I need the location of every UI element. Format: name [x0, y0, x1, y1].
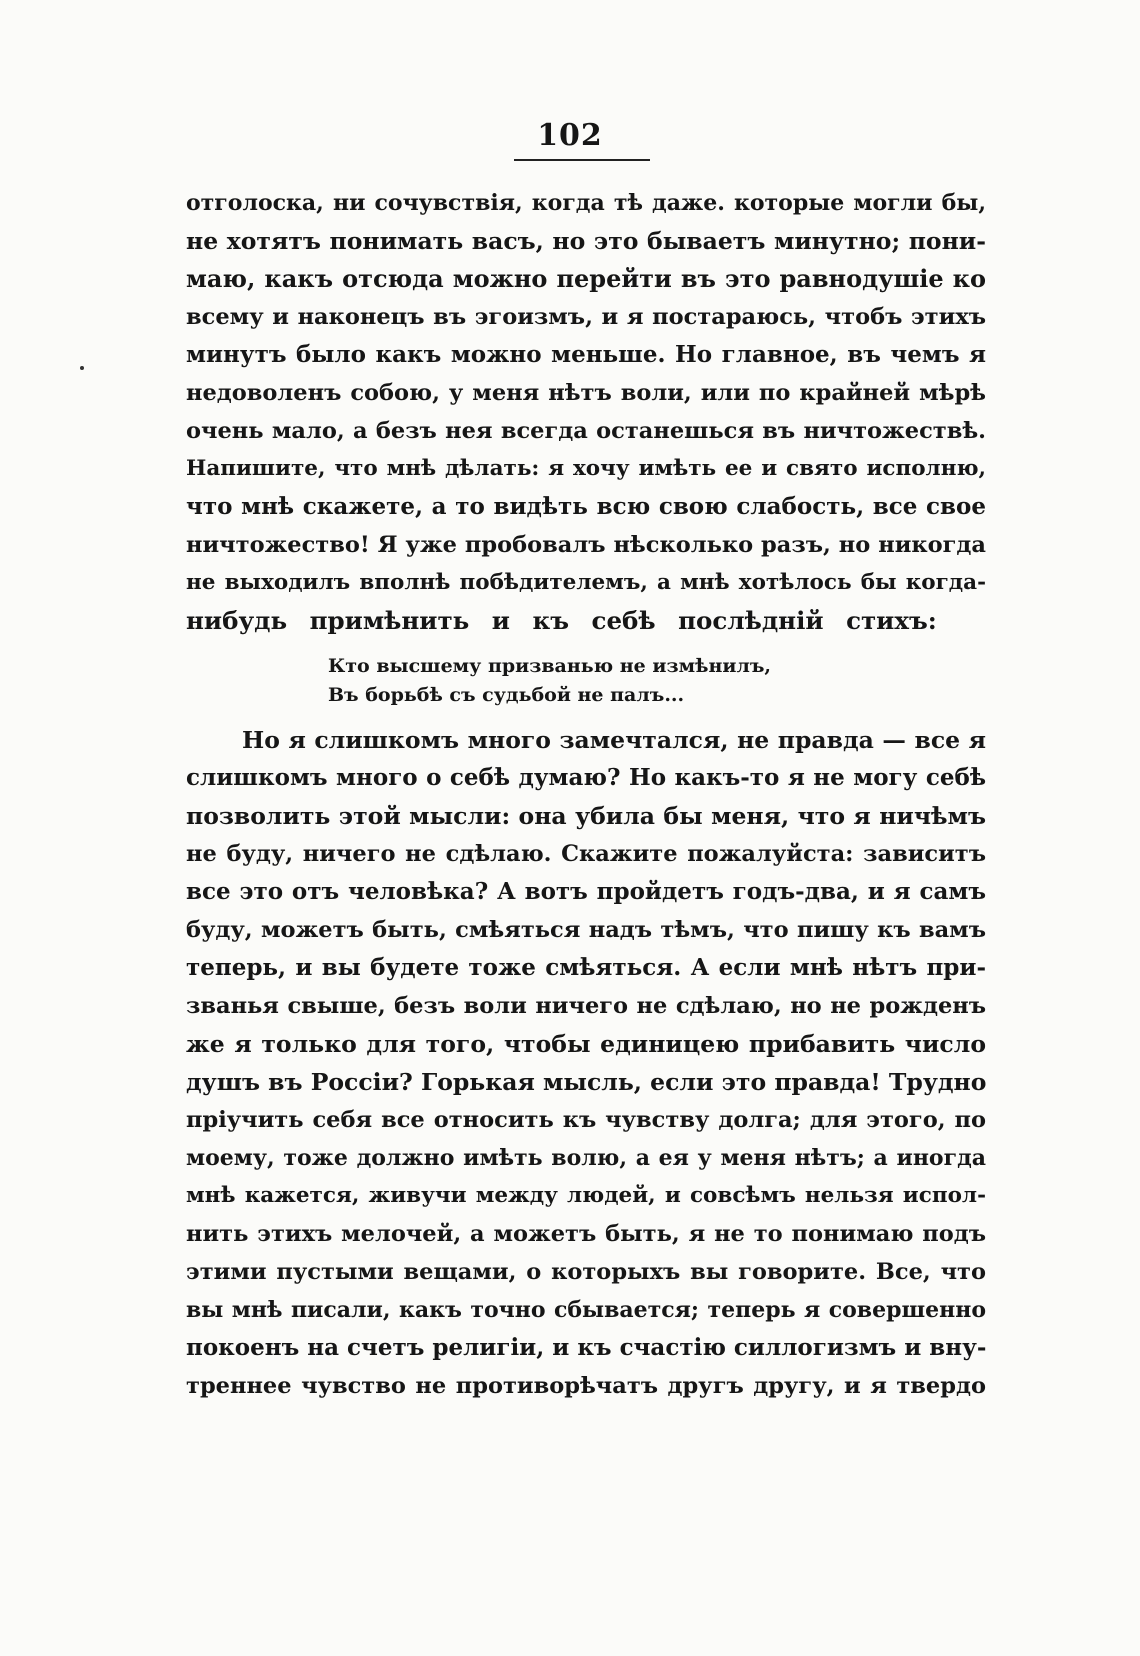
text-line: ничтожество! Я уже пробовалъ нѣсколько разъ, но никогда — [186, 532, 986, 558]
text-line: не буду, ничего не сдѣлаю. Скажите пожалуйста: зависитъ — [186, 841, 986, 867]
text-line: всему и наконецъ въ эгоизмъ, и я постараюсь, чтобъ этихъ — [186, 304, 986, 330]
text-line: минутъ было какъ можно меньше. Но главное, въ чемъ я — [186, 341, 986, 368]
text-line: Но я слишкомъ много замечтался, не правда — все я — [242, 726, 986, 754]
verse-line: Въ борьбѣ съ судьбой не палъ... — [328, 684, 685, 706]
margin-speck — [80, 366, 84, 370]
text-line: мнѣ кажется, живучи между людей, и совсѣмъ нельзя испол- — [186, 1183, 986, 1208]
text-line: все это отъ человѣка? А вотъ пройдетъ годъ-два, и я самъ — [186, 878, 986, 905]
text-line: покоенъ на счетъ религіи, и къ счастію силлогизмъ и вну- — [186, 1334, 987, 1361]
text-line: недоволенъ собою, у меня нѣтъ воли, или по крайней мѣрѣ — [186, 380, 986, 406]
page-number-rule — [514, 159, 650, 161]
text-line: не выходилъ вполнѣ побѣдителемъ, а мнѣ хотѣлось бы когда- — [186, 570, 986, 595]
text-line: что мнѣ скажете, а то видѣть всю свою слабость, все свое — [186, 493, 986, 520]
text-line: очень мало, а безъ нея всегда останешься въ ничтожествѣ. — [186, 418, 986, 444]
text-line: не хотятъ понимать васъ, но это бываетъ минутно; пони- — [186, 227, 986, 255]
text-line: позволить этой мысли: она убила бы меня, что я ничѣмъ — [186, 802, 986, 830]
text-line: теперь, и вы будете тоже смѣяться. А если мнѣ нѣтъ при- — [186, 954, 986, 981]
text-line: званья свыше, безъ воли ничего не сдѣлаю, но не рожденъ — [186, 993, 986, 1019]
text-line: буду, можетъ быть, смѣяться надъ тѣмъ, что пишу къ вамъ — [186, 917, 986, 943]
text-line: моему, тоже должно имѣть волю, а ея у меня нѣтъ; а иногда — [186, 1145, 986, 1171]
text-line-last: нибудь примѣнить и къ себѣ послѣдній стихъ: — [186, 606, 937, 635]
verse-line: Кто высшему призванью не измѣнилъ, — [328, 655, 772, 677]
text-line: душъ въ Россіи? Горькая мысль, если это правда! Трудно — [186, 1068, 987, 1096]
text-line: Напишите, что мнѣ дѣлать: я хочу имѣть ее и свято исполню, — [186, 456, 986, 481]
text-line: вы мнѣ писали, какъ точно сбывается; теперь я совершенно — [186, 1297, 986, 1323]
text-line: пріучить себя все относить къ чувству долга; для этого, по — [186, 1107, 986, 1133]
page-number: 102 — [537, 118, 603, 153]
text-line: слишкомъ много о себѣ думаю? Но какъ-то я не могу себѣ — [186, 764, 986, 791]
text-line: же я только для того, чтобы единицею прибавить число — [186, 1030, 986, 1058]
text-line: треннее чувство не противорѣчатъ другъ другу, и я твердо — [186, 1373, 986, 1399]
text-line: этими пустыми вещами, о которыхъ вы говорите. Все, что — [186, 1259, 986, 1285]
text-line: нить этихъ мелочей, а можетъ быть, я не то понимаю подъ — [186, 1221, 986, 1247]
text-line: отголоска, ни сочувствія, когда тѣ даже. которые могли бы, — [186, 190, 986, 216]
text-line: маю, какъ отсюда можно перейти въ это равнодушіе ко — [186, 264, 986, 293]
